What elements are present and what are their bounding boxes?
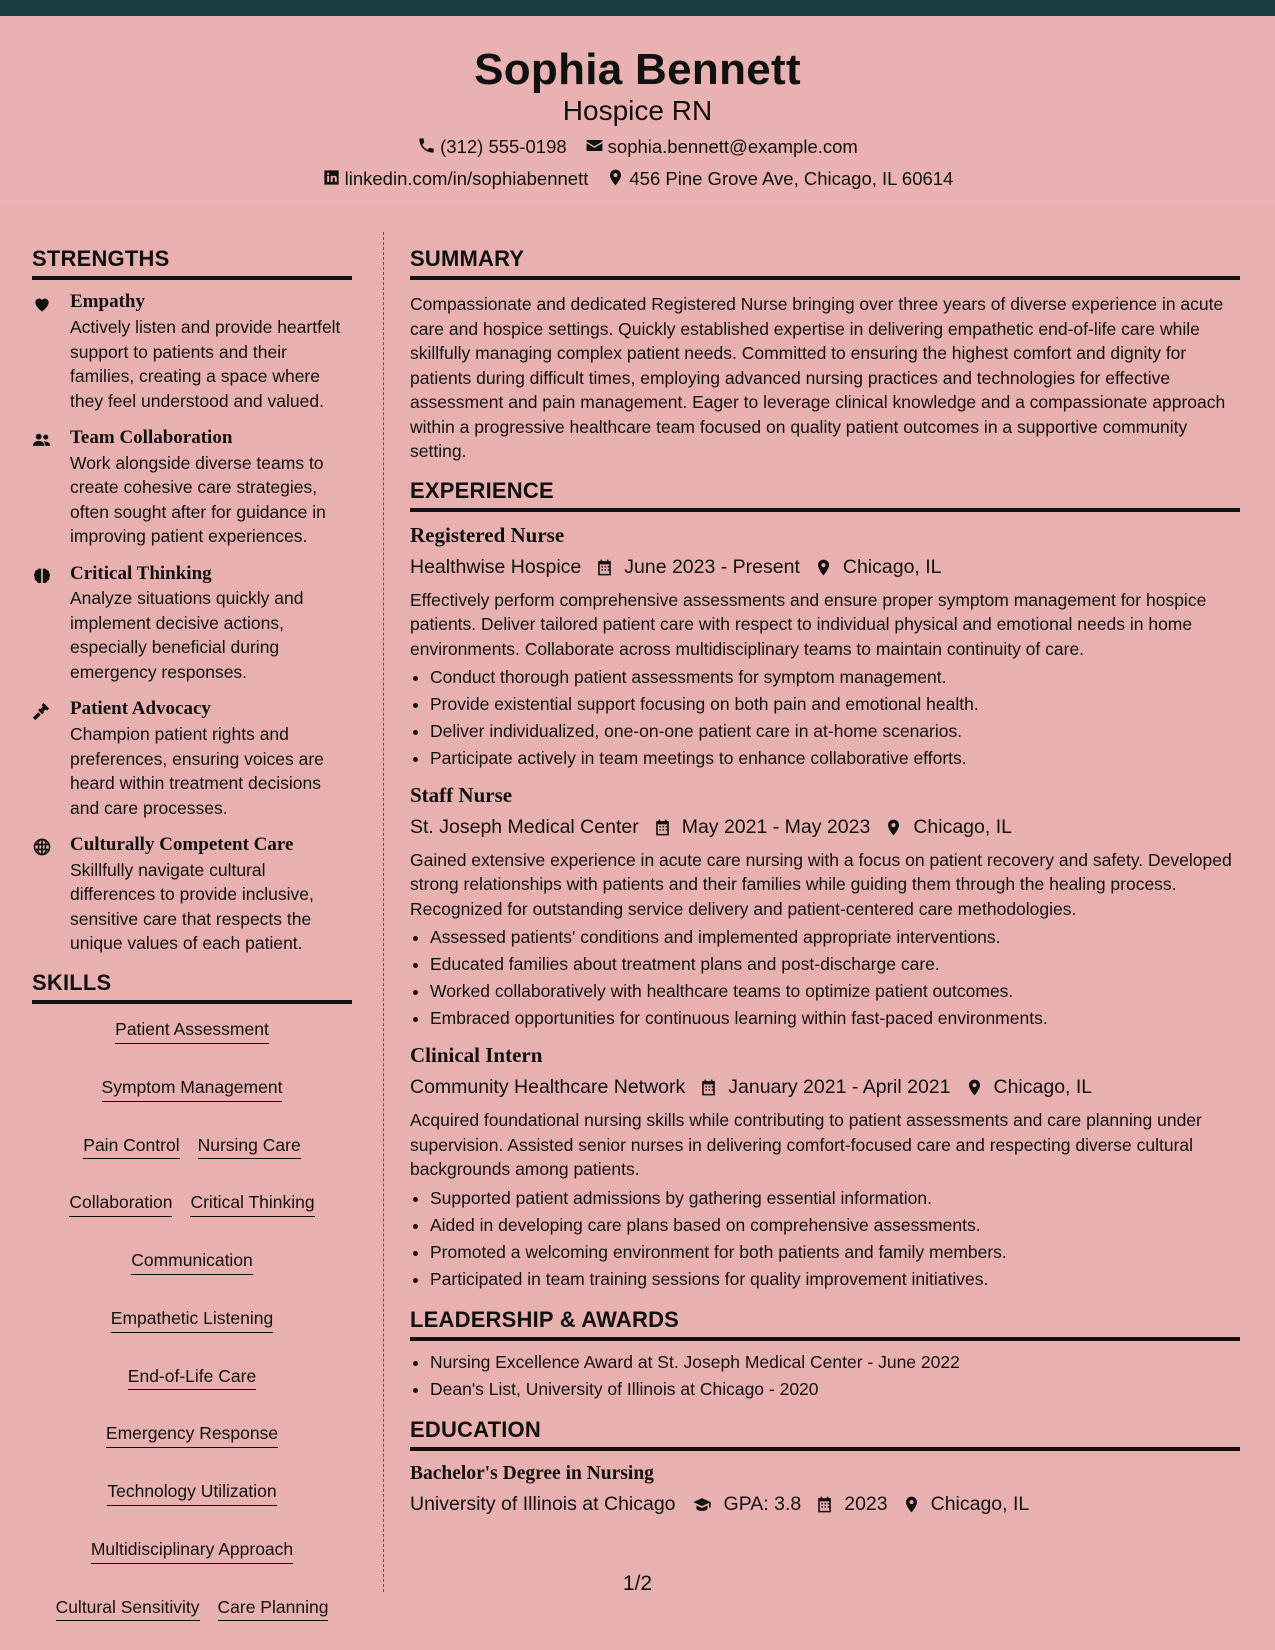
awards-heading: LEADERSHIP & AWARDS	[410, 1307, 1240, 1341]
job-meta	[410, 1074, 1240, 1101]
strength-item	[32, 290, 352, 413]
skill-tag: Empathetic Listening	[111, 1307, 273, 1333]
job-dates: June 2023 - Present	[624, 555, 800, 578]
award-item: • Nursing Excellence Award at St. Joseph Medical Center - June 2022	[430, 1349, 1240, 1376]
map-pin-icon	[888, 1495, 931, 1514]
strength-item	[32, 833, 352, 956]
skill-tag: Pain Control	[83, 1134, 179, 1160]
experience-heading: EXPERIENCE	[410, 478, 1240, 512]
strength-name: Culturally Competent Care	[70, 834, 294, 856]
heart-icon	[32, 290, 70, 413]
job-bullet: • Embraced opportunities for continuous learning within fast-paced environments.	[430, 1005, 1240, 1032]
strength-desc: Work alongside diverse teams to create cohesive care strategies, often sought after for guidance in improving patient experiences.	[70, 452, 326, 547]
job-bullet: • Aided in developing care plans based on comprehensive assessments.	[430, 1212, 1240, 1239]
job-title: Clinical Intern	[410, 1043, 543, 1068]
skill-tag: Critical Thinking	[190, 1191, 314, 1217]
strength-desc: Actively listen and provide heartfelt support to patients and their families, creating a space where they feel understood and valued.	[70, 317, 341, 411]
job-bullet: • Conduct thorough patient assessments for symptom management.	[430, 664, 1240, 691]
experience-entry	[410, 782, 1240, 1032]
job-bullet: • Assessed patients' conditions and implemented appropriate interventions.	[430, 924, 1240, 951]
strengths-heading: STRENGTHS	[32, 246, 352, 280]
job-location: Chicago, IL	[993, 1075, 1093, 1098]
job-location: Chicago, IL	[842, 555, 942, 578]
contact-email[interactable]	[585, 136, 858, 159]
skill-tag: Multidisciplinary Approach	[91, 1538, 293, 1564]
company-name: Community Healthcare Network	[410, 1075, 686, 1098]
resume-header	[0, 16, 1275, 204]
calendar-icon	[801, 1495, 844, 1514]
job-bullet: • Participate actively in team meetings to enhance collaborative efforts.	[430, 745, 1240, 772]
summary-text: Compassionate and dedicated Registered Nurse bringing over three years of diverse experience in acute care and hospice settings. Quickly established expertise in delivering empathetic end-of-life care while skillfully managing complex patient needs. Committed to ensuring the highest comfort and dignity for patients during difficult times, employing advanced nursing practices and technologies for effective assessment and pain management. Eager to leverage clinical knowledge and a compassionate approach within a progressive healthcare team focused on quality patient outcomes in a supportive community setting.	[410, 294, 1226, 462]
job-bullet: • Educated families about treatment plans and post-discharge care.	[430, 951, 1240, 978]
school-location: Chicago, IL	[930, 1492, 1030, 1515]
job-bullet: • Supported patient admissions by gathering essential information.	[430, 1185, 1240, 1212]
job-bullet: • Deliver individualized, one-on-one patient care in at-home scenarios.	[430, 718, 1240, 745]
strength-desc: Champion patient rights and preferences, ensuring voices are heard within treatment decisions and care processes.	[70, 724, 324, 818]
contact-row-1	[0, 136, 1275, 159]
strength-desc: Analyze situations quickly and implement decisive actions, especially beneficial during emergency responses.	[70, 588, 304, 682]
candidate-title: Hospice RN	[562, 95, 713, 126]
phone-text: (312) 555-0198	[440, 136, 567, 157]
top-accent-bar	[0, 0, 1275, 16]
map-pin-icon	[606, 168, 625, 191]
skill-tag: Emergency Response	[106, 1422, 278, 1448]
contact-linkedin[interactable]	[322, 168, 589, 191]
map-pin-icon	[951, 1078, 994, 1097]
job-meta	[410, 554, 1240, 581]
degree-name: Bachelor's Degree in Nursing	[410, 1463, 654, 1485]
job-bullet: • Provide existential support focusing on both pain and emotional health.	[430, 691, 1240, 718]
job-bullets	[410, 1185, 1240, 1293]
skills-heading: SKILLS	[32, 970, 352, 1004]
job-description: Gained extensive experience in acute care nursing with a focus on patient recovery and safety. Developed strong relationships with patients and their families while guiding them through the healing process. Recognized for outstanding service delivery and patient-centered care methodologies.	[410, 849, 1232, 919]
job-description: Effectively perform comprehensive assessments and ensure proper symptom management for hospice patients. Deliver tailored patient care with respect to individual physical and emotional needs in home environments. Collaborate across multidisciplinary teams to maintain continuity of care.	[410, 589, 1207, 659]
experience-entry	[410, 1042, 1240, 1292]
map-pin-icon	[870, 818, 913, 837]
strength-name: Critical Thinking	[70, 562, 212, 584]
skill-tag: Nursing Care	[198, 1134, 301, 1160]
job-bullets	[410, 664, 1240, 772]
education-meta	[410, 1491, 1240, 1518]
linkedin-text: linkedin.com/in/sophiabennett	[344, 168, 589, 189]
candidate-name: Sophia Bennett	[474, 45, 801, 94]
gpa-text: GPA: 3.8	[723, 1492, 802, 1515]
job-bullet: • Participated in team training sessions for quality improvement initiatives.	[430, 1266, 1240, 1293]
contact-address	[606, 168, 953, 191]
skill-tag: Patient Assessment	[115, 1018, 269, 1044]
right-column	[410, 246, 1240, 1518]
experience-entry	[410, 522, 1240, 772]
skill-tag: Communication	[131, 1249, 253, 1275]
job-title: Staff Nurse	[410, 783, 513, 808]
phone-icon	[417, 136, 436, 159]
job-bullet: • Worked collaboratively with healthcare teams to optimize patient outcomes.	[430, 978, 1240, 1005]
brain-icon	[32, 562, 70, 685]
summary-heading: SUMMARY	[410, 246, 1240, 280]
job-location: Chicago, IL	[913, 815, 1012, 838]
left-column	[32, 246, 352, 1621]
school-name: University of Illinois at Chicago	[410, 1492, 676, 1515]
gavel-icon	[32, 697, 70, 820]
job-dates: January 2021 - April 2021	[728, 1075, 951, 1098]
strength-desc: Skillfully navigate cultural differences to provide inclusive, sensitive care that respects the unique values of each patient.	[70, 859, 314, 954]
email-text: sophia.bennett@example.com	[607, 136, 858, 157]
award-item: • Dean's List, University of Illinois at Chicago - 2020	[430, 1376, 1240, 1403]
awards-list	[410, 1349, 1240, 1403]
envelope-icon	[585, 136, 604, 159]
contact-phone[interactable]	[417, 136, 567, 159]
address-text: 456 Pine Grove Ave, Chicago, IL 60614	[629, 168, 954, 189]
strength-name: Empathy	[70, 291, 145, 313]
calendar-icon	[639, 818, 682, 837]
job-description: Acquired foundational nursing skills while contributing to patient assessments and care planning under supervision. Assisted senior nurses in delivering comfort-focused care and respecting diverse cultural backgrounds among patients.	[410, 1110, 1202, 1180]
graduation-year: 2023	[844, 1492, 888, 1515]
skill-tag: Symptom Management	[102, 1076, 283, 1102]
job-bullet: • Promoted a welcoming environment for both patients and family members.	[430, 1239, 1240, 1266]
skill-tag: Cultural Sensitivity	[56, 1596, 200, 1622]
job-title: Registered Nurse	[410, 523, 565, 548]
calendar-icon	[581, 558, 624, 577]
strength-item	[32, 697, 352, 820]
page-number: 1/2	[622, 1572, 653, 1595]
skill-tag: Care Planning	[218, 1596, 329, 1622]
job-dates: May 2021 - May 2023	[681, 815, 871, 838]
skill-tag: End-of-Life Care	[128, 1365, 256, 1391]
company-name: Healthwise Hospice	[410, 555, 582, 578]
company-name: St. Joseph Medical Center	[410, 815, 639, 838]
column-divider	[383, 232, 384, 1592]
users-icon	[32, 426, 70, 549]
strength-name: Patient Advocacy	[70, 698, 211, 720]
contact-row-2	[0, 168, 1275, 191]
map-pin-icon	[800, 558, 843, 577]
strength-item	[32, 426, 352, 549]
education-heading: EDUCATION	[410, 1417, 1240, 1451]
skill-tag: Collaboration	[69, 1191, 172, 1217]
calendar-icon	[685, 1078, 728, 1097]
skills-list	[32, 1018, 352, 1621]
strength-name: Team Collaboration	[70, 427, 233, 449]
strength-item	[32, 562, 352, 685]
globe-icon	[32, 833, 70, 956]
linkedin-icon	[322, 168, 341, 191]
graduation-cap-icon	[676, 1495, 724, 1514]
skill-tag: Technology Utilization	[107, 1480, 276, 1506]
job-bullets	[410, 924, 1240, 1032]
job-meta	[410, 814, 1240, 841]
strengths-list	[32, 290, 352, 955]
